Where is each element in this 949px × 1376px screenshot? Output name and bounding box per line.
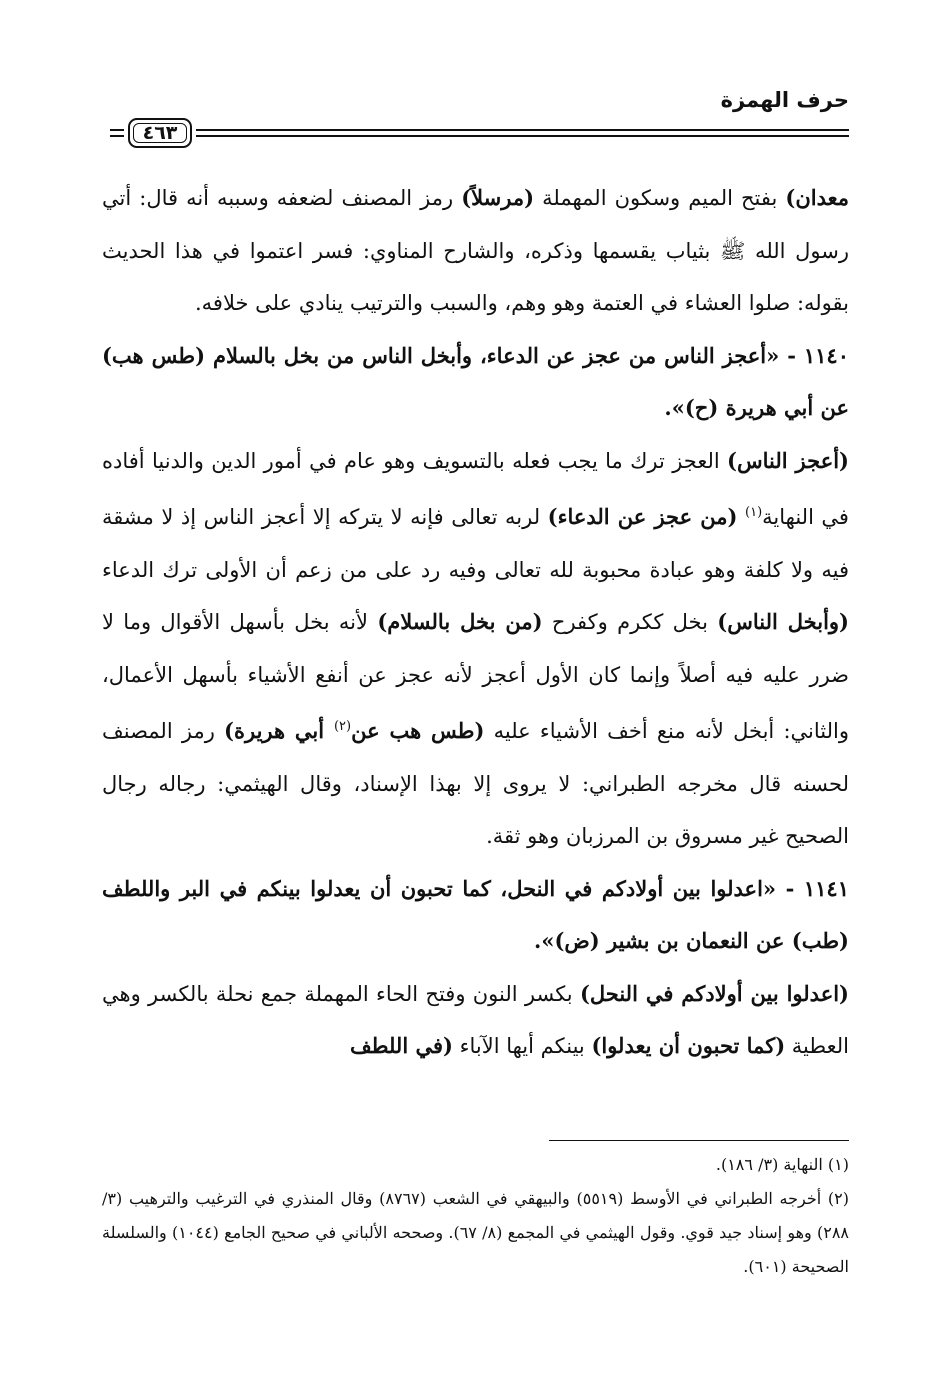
bold-text: (اعدلوا بين أولادكم في النحل) [579, 980, 849, 1006]
running-title: حرف الهمزة [720, 88, 849, 112]
bold-text: (كما تحبون أن يعدلوا) [591, 1033, 786, 1058]
body-text: بفتح الميم وسكون المهملة [534, 186, 786, 210]
bold-text: (في اللطف [350, 1033, 453, 1058]
page-number: ٤٦٣ [142, 122, 178, 144]
footnote-separator [549, 1140, 849, 1141]
bold-text: (مرسلاً) [461, 185, 535, 210]
body-text: رمز المصنف لضعفه وسببه أنه قال: أتي رسول الله ﷺ بثياب يقسمها وذكره، والشارح المناوي: فسر اعتموا في هذا الحديث بقوله: صلوا العشاء في العتمة وهو وهم، والسبب والترتيب ينادي على خلافه. [102, 186, 849, 315]
header-rule-left [110, 129, 124, 141]
body-text: بينكم أيها الآباء [452, 1034, 592, 1058]
bold-text: (طس هب عن [351, 718, 485, 743]
footnote: (٢) أخرجه الطبراني في الأوسط (٥٥١٩) والبيهقي في الشعب (٨٧٦٧) وقال المنذري في الترغيب والترهيب (٣/ ٢٨٨) وهو إسناد جيد قوي. وقول الهيثمي في المجمع (٨/ ٦٧). وصححه الألباني في صحيح الجامع (١٠٤٤) والسلسلة الصحيحة (٦٠١). [102, 1189, 849, 1276]
bold-text: (من بخل بالسلام) [377, 609, 543, 634]
body-text: رمز المصنف لحسنه قال مخرجه الطبراني: لا يروى إلا بهذا الإسناد، وقال الهيثمي: رجاله رجال الصحيح غير مسروق بن المرزبان وهو ثقة. [102, 719, 849, 848]
footnote-marker: (٢) [333, 719, 352, 734]
page-number-frame [128, 118, 192, 148]
paragraph [102, 330, 849, 435]
paragraph [102, 863, 849, 968]
body-text: العجز ترك ما يجب فعله بالتسويف وهو عام في أمور الدين والدنيا أفاده في النهاية [102, 448, 849, 529]
bold-text: ١١٤١ - «اعدلوا بين أولادكم في النحل، كما تحبون أن يعدلوا بينكم في البر واللطف (طب) عن النعمان بن بشير (ض)». [102, 875, 849, 953]
bold-text: ١١٤٠ - «أعجز الناس من عجز عن الدعاء، وأبخل الناس من بخل بالسلام (طس هب) عن أبي هريرة (ح)». [102, 342, 849, 420]
footnote: (١) النهاية (٣/ ١٨٦). [715, 1155, 849, 1174]
main-text [102, 172, 849, 1073]
footnotes [102, 1148, 849, 1284]
body-text: بكسر النون وفتح الحاء المهملة جمع نحلة بالكسر وهي العطية [102, 981, 849, 1058]
bold-text: (من عجز عن الدعاء) [547, 504, 738, 529]
header-rule-right [196, 129, 849, 141]
bold-text: (وأبخل الناس) [717, 609, 849, 634]
bold-text: أبي هريرة) [224, 718, 334, 743]
bold-text: (أعجز الناس) [727, 447, 849, 473]
bold-text: معدان) [785, 185, 850, 210]
body-text [737, 505, 745, 529]
paragraph [102, 435, 849, 863]
body-text: بخل ككرم وكفرح [542, 610, 718, 634]
body-text: لربه تعالى فإنه لا يتركه إلا أعجز الناس إذ لا مشقة فيه ولا كلفة وهو عبادة محبوبة لله تعالى وفيه رد على من زعم أن الأولى ترك الدعاء [102, 505, 849, 582]
paragraph [102, 968, 849, 1073]
footnote-marker: (١) [745, 505, 763, 520]
paragraph [102, 172, 849, 330]
header-rule [110, 118, 849, 148]
body-text: لأنه بخل بأسهل الأقوال وما لا ضرر عليه فيه أصلاً وإنما كان الأول أعجز لأنه عجز عن أنفع الأشياء بأسهل الأعمال، والثاني: أبخل لأنه منع أخف الأشياء عليه [102, 610, 849, 743]
